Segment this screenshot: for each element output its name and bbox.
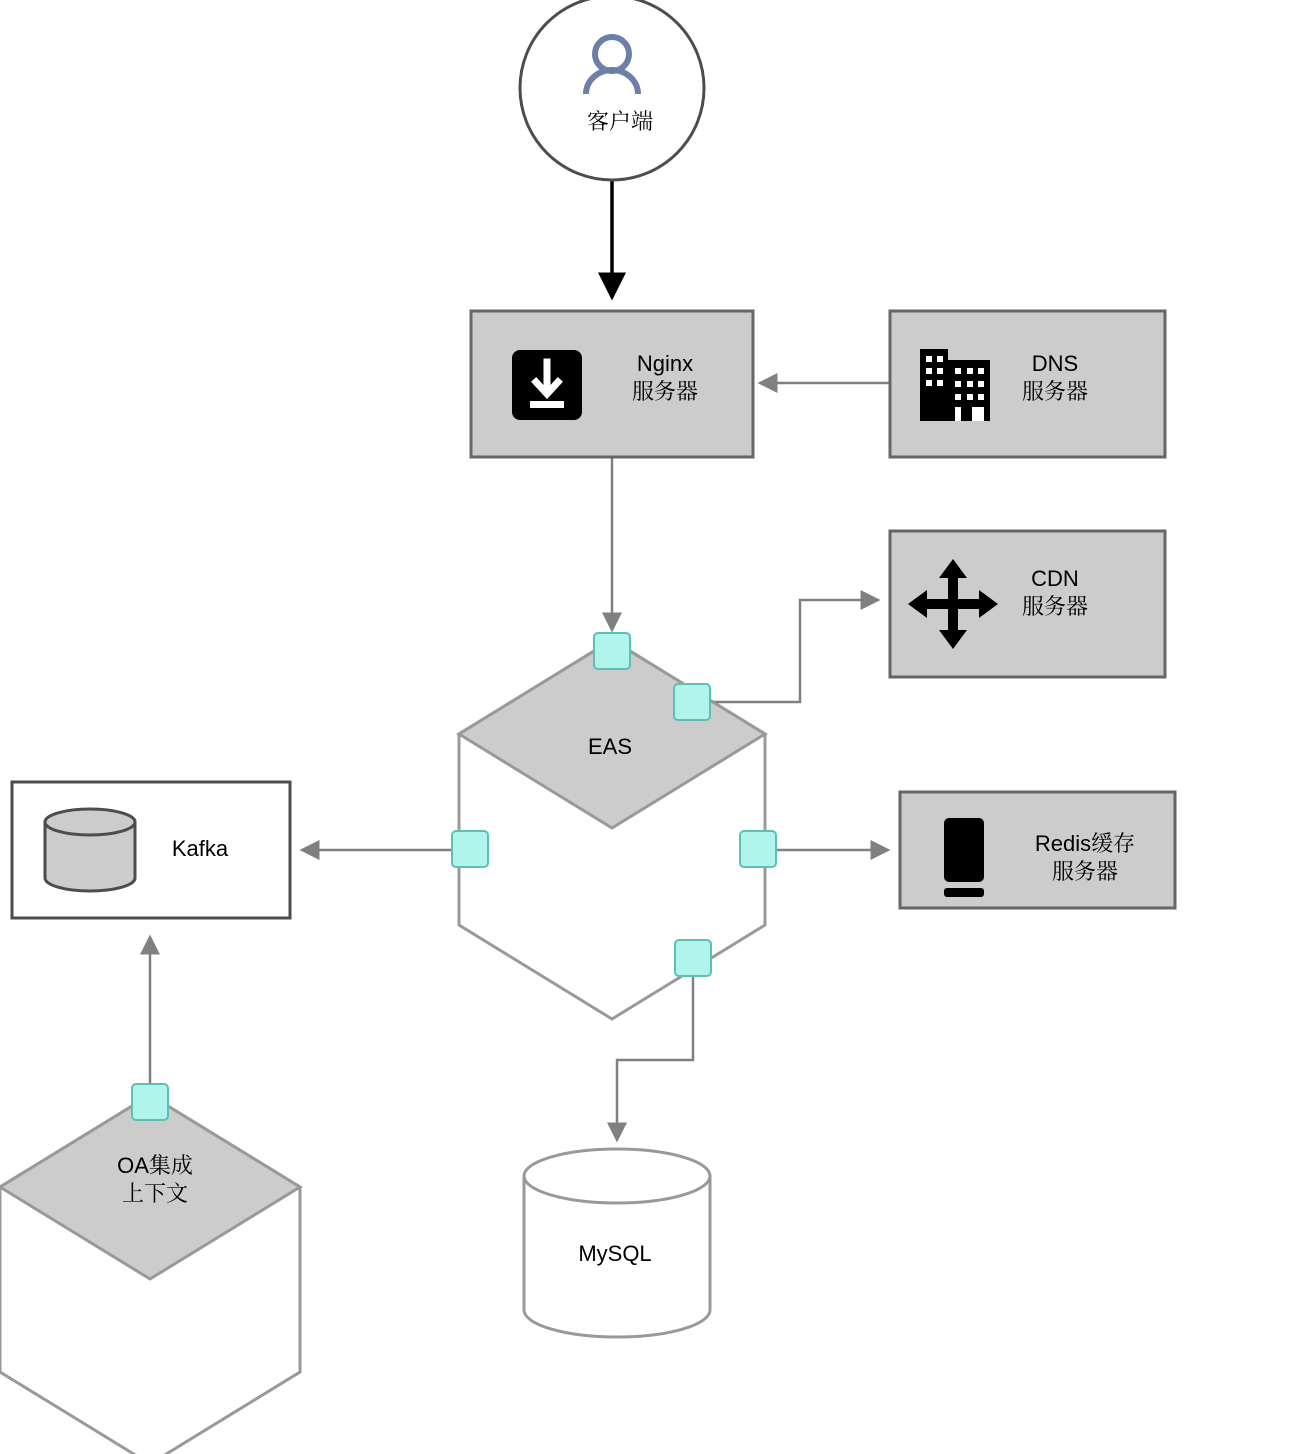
node-client[interactable] [520, 0, 704, 180]
node-label-nginx: Nginx 服务器 [631, 351, 698, 405]
node-nginx[interactable] [471, 311, 753, 457]
port-eas-bottom[interactable] [675, 940, 711, 976]
node-mysql[interactable] [524, 1149, 710, 1337]
port-eas-top[interactable] [594, 633, 630, 669]
node-dns[interactable] [890, 311, 1165, 457]
port-eas-right[interactable] [740, 831, 776, 867]
node-kafka[interactable] [12, 782, 290, 918]
node-label-dns: DNS 服务器 [1021, 351, 1088, 405]
node-label-redis: Redis缓存 服务器 [1034, 831, 1136, 885]
port-eas-left[interactable] [452, 831, 488, 867]
edge-eas-to-cdn [710, 600, 878, 702]
node-label-oa: OA集成 上下文 [117, 1153, 193, 1207]
node-redis[interactable] [900, 792, 1175, 908]
node-label-client: 客户端 [586, 109, 653, 134]
port-eas-upper-right[interactable] [674, 684, 710, 720]
node-oa[interactable] [0, 1095, 300, 1454]
port-oa-top[interactable] [132, 1084, 168, 1120]
node-label-cdn: CDN 服务器 [1021, 566, 1088, 620]
download-box-icon [512, 350, 582, 420]
node-eas[interactable] [459, 640, 765, 1019]
node-label-mysql: MySQL [578, 1241, 652, 1266]
node-label-eas: EAS [587, 734, 633, 759]
node-label-kafka: Kafka [171, 836, 229, 861]
node-cdn[interactable] [890, 531, 1165, 677]
database-cylinder-icon [45, 809, 135, 891]
